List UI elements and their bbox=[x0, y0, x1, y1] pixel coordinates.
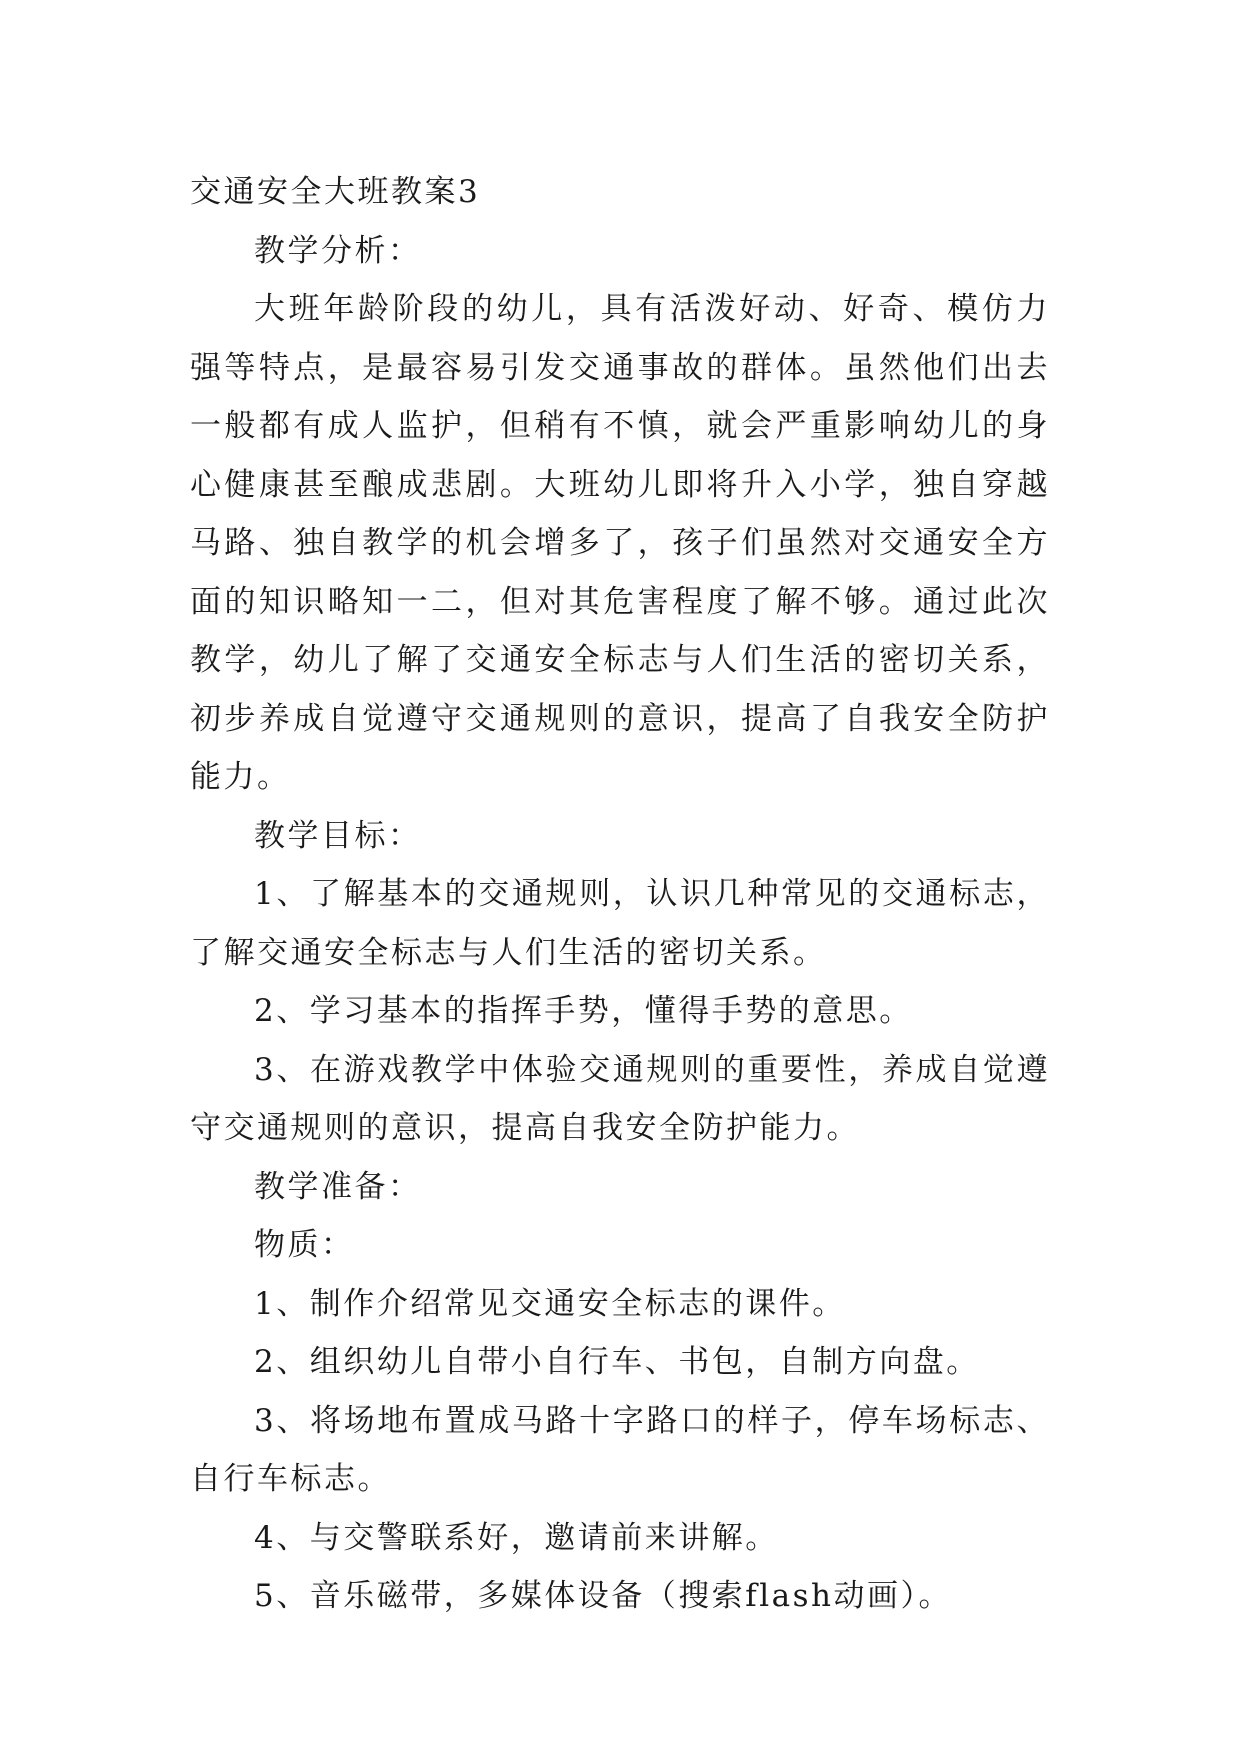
section-heading-analysis: 教学分析： bbox=[254, 232, 422, 269]
list-item-material-2: 2、组织幼儿自带小自行车、书包，自制方向盘。 bbox=[254, 1344, 980, 1380]
list-item-material-1: 1、制作介绍常见交通安全标志的课件。 bbox=[254, 1285, 846, 1322]
list-item-goal-1: 1、了解基本的交通规则，认识几种常见的交通标志，了解交通安全标志与人们生活的密切关系。 bbox=[190, 876, 1050, 971]
list-item-material-4: 4、与交警联系好，邀请前来讲解。 bbox=[254, 1519, 779, 1556]
subheading-materials: 物质： bbox=[254, 1227, 355, 1263]
paragraph-analysis: 大班年龄阶段的幼儿，具有活泼好动、好奇、模仿力强等特点，是最容易引发交通事故的群体。虽然他们出去一般都有成人监护，但稍有不慎，就会严重影响幼儿的身心健康甚至酿成悲剧。大班幼儿即将升入小学，独自穿越马路、独自教学的机会增多了，孩子们虽然对交通安全方面的知识略知一二，但对其危害程度了解不够。通过此次教学，幼儿了解了交通安全标志与人们生活的密切关系，初步养成自觉遵守交通规则的意识，提高了自我安全防护能力。 bbox=[190, 291, 1050, 795]
document-body bbox=[190, 163, 1050, 1626]
list-item-goal-3: 3、在游戏教学中体验交通规则的重要性，养成自觉遵守交通规则的意识，提高自我安全防护能力。 bbox=[190, 1051, 1050, 1146]
section-heading-goals: 教学目标： bbox=[254, 817, 422, 854]
list-item-material-5: 5、音乐磁带，多媒体设备（搜索flash动画）。 bbox=[254, 1578, 952, 1614]
list-item-material-3: 3、将场地布置成马路十字路口的样子，停车场标志、自行车标志。 bbox=[190, 1402, 1050, 1497]
section-heading-preparation: 教学准备： bbox=[254, 1168, 422, 1205]
document-title: 交通安全大班教案3 bbox=[190, 174, 481, 210]
list-item-goal-2: 2、学习基本的指挥手势，懂得手势的意思。 bbox=[254, 993, 913, 1029]
